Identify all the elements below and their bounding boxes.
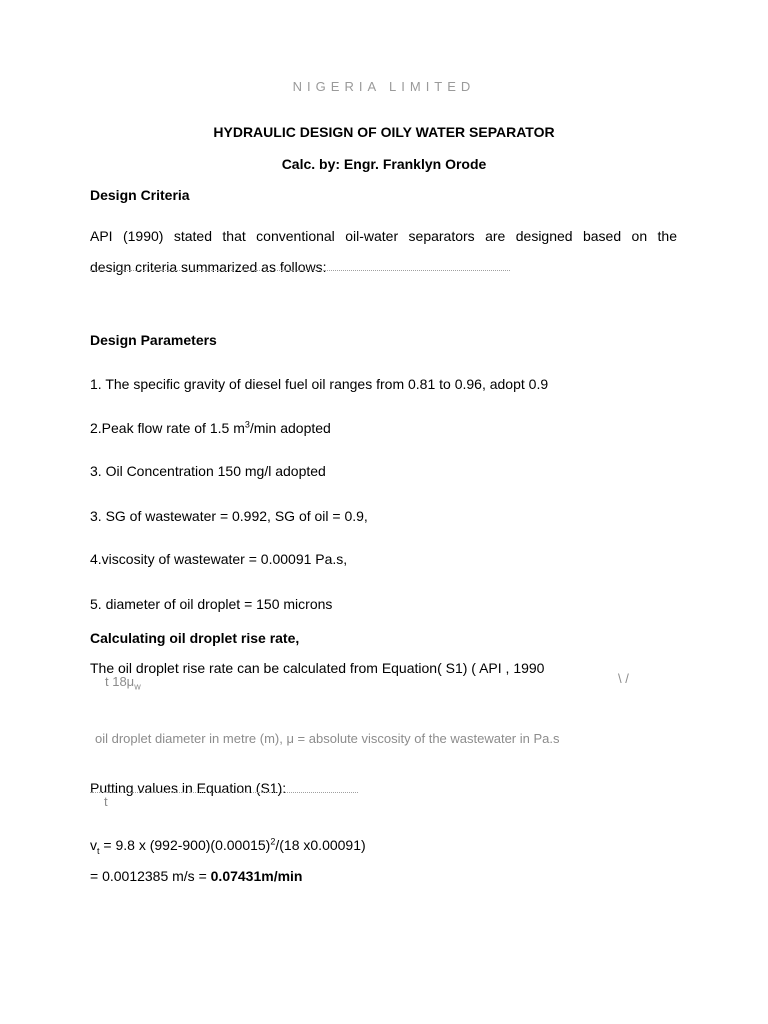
criteria-paragraph-line1: API (1990) stated that conventional oil-water separators are designed based on the <box>90 228 677 244</box>
ghost-result-fragment: t <box>104 794 108 809</box>
design-parameters-heading: Design Parameters <box>90 332 217 348</box>
design-criteria-heading: Design Criteria <box>90 187 190 203</box>
ghost-formula-fragment: t $18\mu_w$ <box>105 674 141 692</box>
criteria-paragraph-line2: design criteria summarized as follows: <box>90 259 327 275</box>
document-title: HYDRAULIC DESIGN OF OILY WATER SEPARATOR <box>213 124 555 140</box>
parameter-5: 4.viscosity of wastewater = 0.00091 Pa.s, <box>90 551 348 567</box>
ghost-result-strikes <box>90 792 358 796</box>
ghost-definition-line: oil droplet diameter in metre (m), μ = absolute viscosity of the wastewater in Pa.s <box>95 731 560 746</box>
ghost-text-fragment <box>90 270 510 274</box>
parameter-2: 2.Peak flow rate of 1.5 $m^3/\min$ adopted <box>90 419 331 436</box>
parameter-3: 3. Oil Concentration 150 mg/l adopted <box>90 463 326 479</box>
velocity-equation: $v_t = 9.8$ x $(992-900)(0.00015)^2/(18$ x0.00091) <box>90 836 366 856</box>
velocity-result: = 0.0012385 m/s = 0.07431m/min <box>90 868 303 884</box>
parameter-6: 5. diameter of oil droplet = 150 microns <box>90 596 333 612</box>
company-header: NIGERIA LIMITED <box>292 79 476 94</box>
ghost-formula-bracket: \ / <box>618 671 629 686</box>
parameter-4: 3. SG of wastewater = 0.992, SG of oil = 0.9, <box>90 508 368 524</box>
parameter-1: 1. The specific gravity of diesel fuel oil ranges from 0.81 to 0.96, adopt 0.9 <box>90 376 549 392</box>
rise-rate-heading: Calculating oil droplet rise rate, <box>90 630 300 646</box>
calc-by-line: Calc. by: Engr. Franklyn Orode <box>281 156 487 172</box>
putting-values-line: Putting values in Equation (S1): <box>90 780 287 796</box>
rise-rate-intro: The oil droplet rise rate can be calculated from Equation( S1) ( API , 1990 <box>90 660 545 676</box>
